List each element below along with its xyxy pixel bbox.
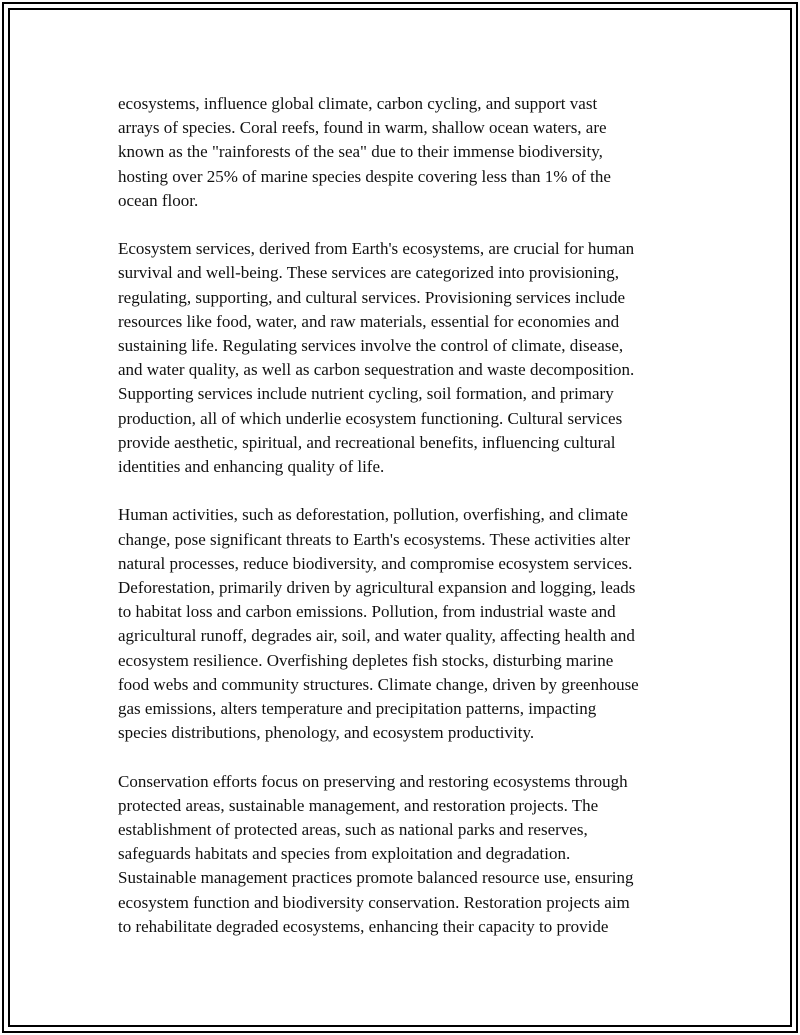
paragraph-ecosystems-intro (118, 92, 690, 213)
text-line: natural processes, reduce biodiversity, and compromise ecosystem services. (118, 553, 633, 573)
text-line: and water quality, as well as carbon sequestration and waste decomposition. (118, 360, 635, 380)
paragraph-human-activities (118, 503, 690, 745)
text-line: Ecosystem services, derived from Earth's ecosystems, are crucial for human (118, 239, 635, 259)
text-line: production, all of which underlie ecosystem functioning. Cultural services (118, 408, 623, 428)
text-line: agricultural runoff, degrades air, soil, and water quality, affecting health and (118, 626, 635, 646)
text-line: establishment of protected areas, such as national parks and reserves, (118, 820, 588, 840)
text-line: hosting over 25% of marine species despite covering less than 1% of the (118, 166, 611, 186)
text-line: safeguards habitats and species from exploitation and degradation. (118, 844, 571, 864)
text-line: ocean floor. (118, 190, 199, 210)
text-line: to habitat loss and carbon emissions. Pollution, from industrial waste and (118, 602, 616, 622)
text-line: sustaining life. Regulating services involve the control of climate, disease, (118, 336, 624, 356)
text-line: food webs and community structures. Climate change, driven by greenhouse (118, 674, 639, 694)
text-line: Conservation efforts focus on preserving and restoring ecosystems through (118, 771, 628, 791)
text-line: regulating, supporting, and cultural services. Provisioning services include (118, 287, 626, 307)
text-line: arrays of species. Coral reefs, found in warm, shallow ocean waters, are (118, 118, 607, 138)
text-line: resources like food, water, and raw materials, essential for economies and (118, 311, 620, 331)
text-line: identities and enhancing quality of life. (118, 457, 385, 477)
text-line: to rehabilitate degraded ecosystems, enhancing their capacity to provide (118, 916, 609, 936)
text-line: species distributions, phenology, and ecosystem productivity. (118, 723, 535, 743)
document-body (118, 92, 690, 963)
text-line: ecosystems, influence global climate, carbon cycling, and support vast (118, 94, 598, 113)
text-line: change, pose significant threats to Earth's ecosystems. These activities alter (118, 529, 631, 549)
text-line: Supporting services include nutrient cycling, soil formation, and primary (118, 384, 614, 404)
text-line: provide aesthetic, spiritual, and recreational benefits, influencing cultural (118, 432, 616, 452)
text-line: gas emissions, alters temperature and precipitation patterns, impacting (118, 699, 597, 719)
paragraph-ecosystem-services (118, 237, 690, 479)
text-line: Deforestation, primarily driven by agricultural expansion and logging, leads (118, 578, 636, 598)
paragraph-conservation (118, 770, 690, 939)
text-line: ecosystem function and biodiversity conservation. Restoration projects aim (118, 892, 630, 912)
text-line: survival and well-being. These services are categorized into provisioning, (118, 263, 620, 283)
text-line: known as the "rainforests of the sea" due to their immense biodiversity, (118, 142, 603, 162)
text-line: Human activities, such as deforestation, pollution, overfishing, and climate (118, 505, 628, 525)
text-line: protected areas, sustainable management, and restoration projects. The (118, 795, 599, 815)
text-line: ecosystem resilience. Overfishing depletes fish stocks, disturbing marine (118, 650, 614, 670)
text-line: Sustainable management practices promote balanced resource use, ensuring (118, 868, 634, 888)
